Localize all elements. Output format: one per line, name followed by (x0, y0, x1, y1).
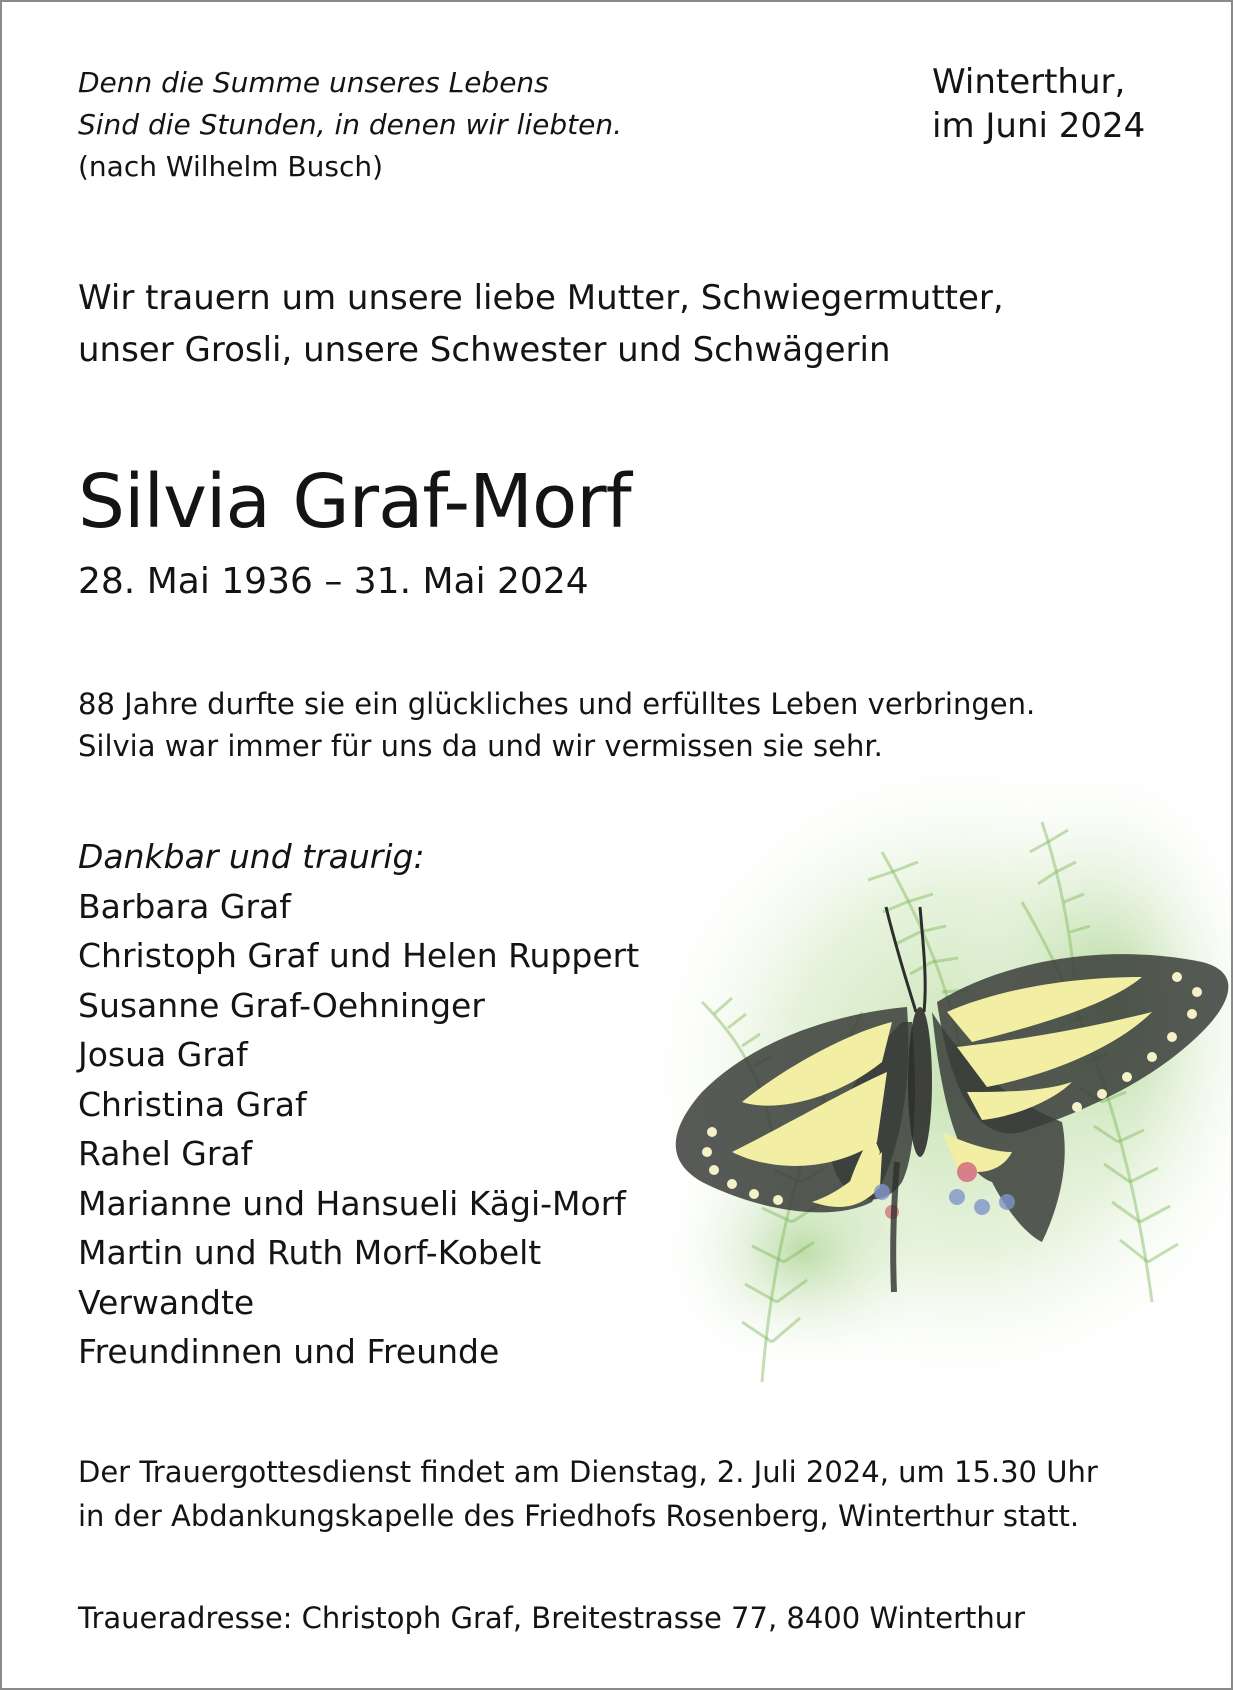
motto-line-1: Denn die Summe unseres Lebens (78, 66, 549, 99)
mourner-name: Josua Graf (78, 1035, 248, 1074)
life-dates: 28. Mai 1936 – 31. Mai 2024 (78, 561, 589, 602)
funeral-service-info (78, 1450, 1098, 1538)
place-city: Winterthur, (932, 62, 1126, 102)
mourner-name: Rahel Graf (78, 1134, 253, 1173)
butterfly-tail (893, 1162, 897, 1292)
remembrance-message (78, 683, 1035, 767)
deceased-name: Silvia Graf-Morf (78, 459, 631, 545)
mourner-name: Susanne Graf-Oehninger (78, 985, 485, 1025)
place-date (932, 60, 1145, 148)
mourner-name: Barbara Graf (78, 886, 291, 926)
mourning-intro (78, 272, 1004, 376)
motto-source: (nach Wilhelm Busch) (78, 150, 384, 183)
mourner-name: Martin und Ruth Morf-Kobelt (78, 1233, 542, 1272)
intro-line-2: unser Grosli, unsere Schwester und Schwägerin (78, 330, 891, 370)
mourner-name: Marianne und Hansueli Kägi-Morf (78, 1183, 626, 1223)
intro-line-1: Wir trauern um unsere liebe Mutter, Schwiegermutter, (78, 278, 1004, 318)
mourners-heading: Dankbar und traurig: (78, 837, 425, 876)
mourners-list (78, 832, 639, 1377)
mourner-name: Christoph Graf und Helen Ruppert (78, 936, 640, 975)
mourner-name: Verwandte (78, 1282, 255, 1322)
place-month: im Juni 2024 (932, 106, 1146, 146)
mourner-name: Christina Graf (78, 1084, 307, 1124)
service-line-1: Der Trauergottesdienst findet am Dienstag, 2. Juli 2024, um 15.30 Uhr (78, 1455, 1098, 1489)
butterfly-body (908, 1007, 932, 1157)
message-line-2: Silvia war immer für uns da und wir vermissen sie sehr. (78, 729, 883, 763)
mourner-name: Freundinnen und Freunde (78, 1332, 500, 1371)
service-line-2: in der Abdankungskapelle des Friedhofs Rosenberg, Winterthur statt. (78, 1499, 1080, 1533)
motto-line-2: Sind die Stunden, in denen wir liebten. (78, 108, 622, 141)
motto-quote (78, 62, 622, 188)
message-line-1: 88 Jahre durfte sie ein glückliches und erfülltes Leben verbringen. (78, 687, 1036, 721)
mourning-address: Traueradresse: Christoph Graf, Breitestrasse 77, 8400 Winterthur (78, 1601, 1026, 1635)
